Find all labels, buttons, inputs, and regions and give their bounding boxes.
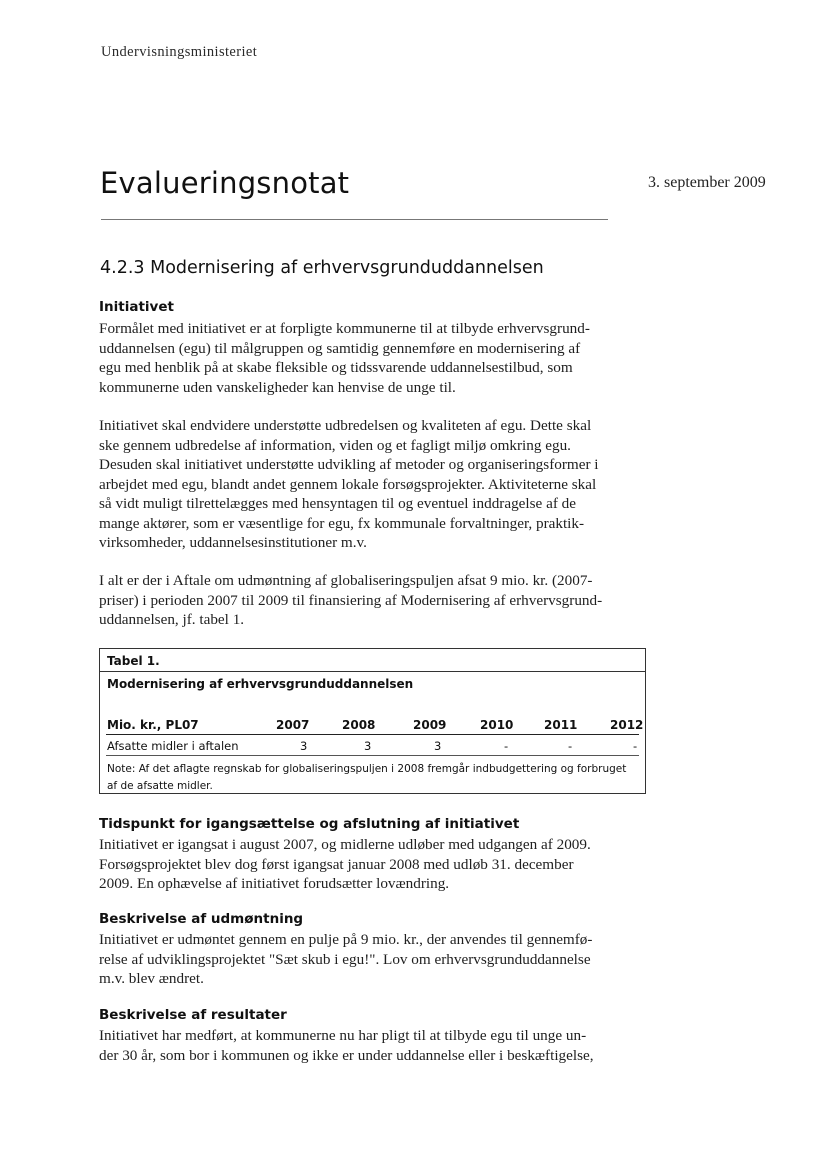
table-cell: 3 bbox=[364, 739, 372, 753]
paragraph-line: priser) i perioden 2007 til 2009 til finansiering af Modernisering af erhvervsgrund- bbox=[99, 591, 603, 609]
budget-table bbox=[99, 648, 646, 794]
paragraph-line: arbejdet med egu, blandt andet gennem lokale forsøgsprojekter. Aktiviteterne skal bbox=[99, 475, 597, 493]
table-year-header: 2009 bbox=[413, 718, 447, 732]
paragraph-line: der 30 år, som bor i kommunen og ikke er under uddannelse eller i beskæftigelse, bbox=[99, 1046, 594, 1064]
table-header-rule bbox=[106, 734, 639, 735]
section-heading: 4.2.3 Modernisering af erhvervsgrunduddannelsen bbox=[100, 258, 544, 278]
document-title: Evalueringsnotat bbox=[100, 166, 350, 200]
table-cell: 3 bbox=[434, 739, 442, 753]
paragraph-line: så vidt muligt tilrettelægges med hensyntagen til og eventuel inddragelse af de bbox=[99, 495, 577, 512]
table-row-label: Afsatte midler i aftalen bbox=[107, 739, 239, 753]
table-note: Note: Af det aflagte regnskab for globaliseringspuljen i 2008 fremgår indbudgettering og forbruget af de afsatte midler. bbox=[107, 763, 627, 792]
table-divider bbox=[100, 671, 645, 672]
paragraph-line: Initiativet er udmøntet gennem en pulje på 9 mio. kr., der anvendes til gennemfø- bbox=[99, 931, 593, 948]
subheading-initiativet: Initiativet bbox=[99, 299, 174, 315]
paragraph-line: ske gennem udbredelse af information, viden og et fagligt miljø omkring egu. bbox=[99, 436, 571, 454]
table-year-header: 2007 bbox=[276, 718, 310, 732]
ministry-name: Undervisningsministeriet bbox=[101, 44, 258, 60]
table-row-rule bbox=[106, 755, 639, 756]
table-cell: - bbox=[504, 739, 509, 753]
table-year-header: 2012 bbox=[610, 718, 644, 732]
paragraph-line: Initiativet er igangsat i august 2007, og midlerne udløber med udgangen af 2009. bbox=[99, 836, 591, 853]
paragraph-line: Initiativet har medført, at kommunerne nu har pligt til at tilbyde egu til unge un- bbox=[99, 1027, 587, 1044]
paragraph-line: mange aktører, som er væsentlige for egu, fx kommunale forvaltninger, praktik- bbox=[99, 514, 585, 532]
table-label: Tabel 1. bbox=[107, 654, 160, 668]
paragraph-resultater bbox=[99, 1026, 639, 1065]
paragraph-3 bbox=[99, 571, 639, 630]
paragraph-line: kommunerne uden vanskeligheder kan henvise de unge til. bbox=[99, 378, 456, 396]
paragraph-line: Initiativet skal endvidere understøtte udbredelsen og kvaliteten af egu. Dette skal bbox=[99, 417, 592, 434]
paragraph-line: uddannelsen (egu) til målgruppen og samtidig gennemføre en modernisering af bbox=[99, 339, 581, 357]
paragraph-line: m.v. blev ændret. bbox=[99, 970, 204, 987]
document-date: 3. september 2009 bbox=[648, 174, 766, 191]
paragraph-line: uddannelsen, jf. tabel 1. bbox=[99, 611, 245, 628]
paragraph-tidspunkt bbox=[99, 835, 639, 894]
paragraph-line: virksomheder, uddannelsesinstitutioner m.v. bbox=[99, 534, 367, 551]
table-cell: 3 bbox=[300, 739, 308, 753]
table-year-header: 2008 bbox=[342, 718, 376, 732]
table-year-header: 2011 bbox=[544, 718, 578, 732]
table-cell: - bbox=[633, 739, 638, 753]
paragraph-2 bbox=[99, 416, 639, 553]
paragraph-line: 2009. En ophævelse af initiativet forudsætter lovændring. bbox=[99, 875, 450, 892]
paragraph-udmoentning bbox=[99, 930, 639, 989]
table-title: Modernisering af erhvervsgrunduddannelsen bbox=[107, 677, 414, 691]
paragraph-line: Formålet med initiativet er at forpligte kommunerne til at tilbyde erhvervsgrund- bbox=[99, 320, 590, 337]
subheading-tidspunkt: Tidspunkt for igangsættelse og afslutning af initiativet bbox=[99, 816, 520, 832]
subheading-udmoentning: Beskrivelse af udmøntning bbox=[99, 911, 304, 927]
paragraph-line: egu med henblik på at skabe fleksible og tidssvarende uddannelsestilbud, som bbox=[99, 359, 573, 376]
paragraph-line: Desuden skal initiativet understøtte udvikling af metoder og organiseringsformer i bbox=[99, 456, 599, 473]
paragraph-1 bbox=[99, 319, 639, 397]
paragraph-line: relse af udviklingsprojektet "Sæt skub i egu!". Lov om erhvervsgrunduddannelse bbox=[99, 950, 591, 968]
table-year-header: 2010 bbox=[480, 718, 514, 732]
paragraph-line: I alt er der i Aftale om udmøntning af globaliseringspuljen afsat 9 mio. kr. (2007- bbox=[99, 572, 593, 589]
title-divider bbox=[101, 219, 608, 220]
table-row-header: Mio. kr., PL07 bbox=[107, 718, 199, 732]
paragraph-line: Forsøgsprojektet blev dog først igangsat januar 2008 med udløb 31. december bbox=[99, 855, 574, 873]
table-cell: - bbox=[568, 739, 573, 753]
subheading-resultater: Beskrivelse af resultater bbox=[99, 1007, 287, 1023]
